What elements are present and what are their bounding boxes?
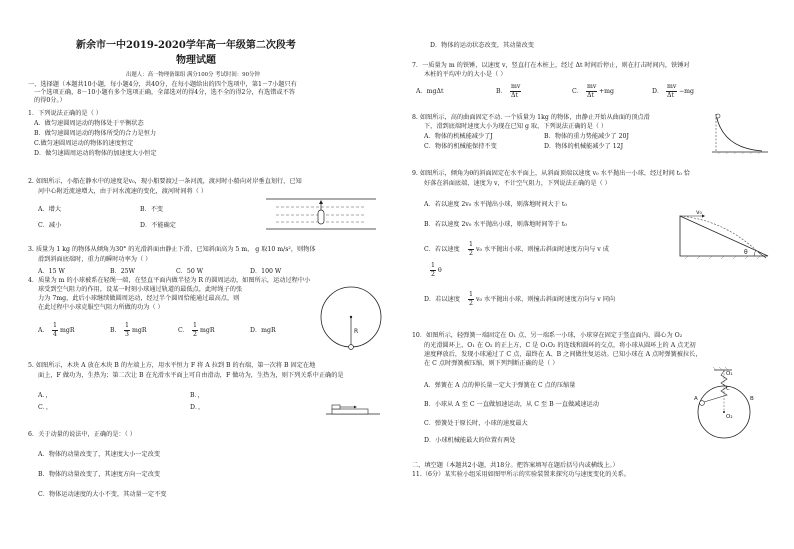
o1-label: O₁ bbox=[726, 371, 733, 377]
q7-c-den: Δt bbox=[587, 92, 594, 99]
q7-b-den: Δt bbox=[511, 92, 518, 99]
q2-option-d: D．不能确定 bbox=[140, 222, 176, 229]
q1-option-a: A．做匀速圆周运动的物体处于平衡状态 bbox=[34, 120, 144, 127]
q4-b-num: 1 bbox=[125, 322, 129, 329]
q8-option-b: B．物体的重力势能减少了 20J bbox=[544, 133, 629, 140]
q7-d-num: mv bbox=[667, 83, 677, 90]
q7-c-num: mv bbox=[587, 83, 597, 90]
section1-heading: 一、选择题（本题共10小题，每小题4分，共40分，在每小题给出的四个选项中，第1－7小题只有 bbox=[28, 81, 297, 88]
q2-line2: 河中心附近流速增大，由于河水流速的变化，渡河时间将（ ） bbox=[38, 188, 208, 195]
q1-option-d: D．做匀速圆周运动的物体的加速度大小恒定 bbox=[34, 150, 157, 157]
q5-line1: 5. 如图所示，木块 A 放在木块 B 的左端上方，用水平恒力 F 将 A 拉到 B 的右端，第一次将 B 固定在地 bbox=[28, 362, 316, 369]
q4-line4: 在此过程中小球克服空气阻力所做的功为（ ） bbox=[38, 304, 164, 311]
q6-option-b: B．物体的动量改变了，其速度方向一定改变 bbox=[38, 471, 161, 478]
q3-option-c: C．50 W bbox=[176, 268, 204, 275]
q9-line2: 好落在斜面底端，速度为 v，不计空气阻力，下列说法正确的是（ ） bbox=[424, 180, 611, 187]
q4-c-prefix: C． bbox=[178, 327, 189, 334]
point-b-label: B bbox=[750, 396, 754, 402]
q4-line3: 力为 7mg，此后小球继续做圆周运动，经过半个圆周恰能通过最高点，则 bbox=[38, 295, 240, 302]
q6-option-c: C．物体运动速度的大小不变，其动量一定不变 bbox=[38, 491, 167, 498]
q9-c-suffix: v₀ 水平抛出小球，则撞击斜面时速度方向与 v 成 bbox=[476, 246, 609, 253]
curved-slope-figure bbox=[712, 108, 768, 154]
exam-subtitle: 物理试题 bbox=[176, 55, 216, 66]
q3-line2: 滑到斜面底端时，重力的瞬时功率为（ ） bbox=[38, 256, 152, 263]
q3-option-b: B．25W bbox=[110, 268, 135, 275]
right-column bbox=[412, 0, 774, 549]
q4-a-suffix: mgR bbox=[60, 327, 75, 334]
q4-line2: 球受到空气阻力的作用，设某一时刻小球通过轨道的最低点，此时绳子的张 bbox=[38, 286, 243, 293]
q7-b-prefix: B． bbox=[496, 88, 507, 95]
q8-line1: 8. 如图所示，高的曲面固定不动. 一个质量为 1kg 的物体，由静止开始从曲面的顶点滑 bbox=[412, 114, 650, 121]
q9-d-num: 1 bbox=[469, 291, 473, 298]
q8-option-d: D．物体的机械能减少了 12J bbox=[544, 143, 624, 150]
q5-option-d: D．， bbox=[190, 404, 205, 411]
q9-c-den: 2 bbox=[469, 250, 473, 257]
q10-line2: 的光滑圆环上，O₁ 在 O₂ 的正上方，C 是 O₁O₂ 的连线和圆环的交点，将小球从圆环上的 A 点无初 bbox=[424, 342, 696, 349]
q9-d-suffix: v₀ 水平抛出小球，则撞击斜面时速度方向与 v 同向 bbox=[476, 296, 616, 303]
q5-option-c: C．， bbox=[38, 404, 53, 411]
q10-option-b: B．小球从 A 至 C 一直做加速运动，从 C 至 B 一直做减速运动 bbox=[424, 401, 599, 408]
q5-option-a: A．， bbox=[38, 392, 52, 399]
q9-c-val-num: 1 bbox=[431, 262, 435, 269]
q6-stem: 6．关于动量的说法中，正确的是：（ ） bbox=[28, 431, 136, 438]
q10-option-c: C．弹簧处于原长时，小球的速度最大 bbox=[424, 420, 528, 427]
q3-line1: 3. 质量为 1 kg 的物体从倾角为30° 的光滑斜面由静止下滑，已知斜面高为 5 m， g 取10 m/s²，则物体 bbox=[28, 246, 316, 253]
q4-a-num: 1 bbox=[53, 322, 57, 329]
q4-a-den: 4 bbox=[53, 331, 57, 338]
q9-c-prefix: C．若以速度 bbox=[424, 246, 460, 253]
q6-option-d: D．物体的运动状态改变，其动量改变 bbox=[430, 42, 534, 49]
q5-option-b: B．， bbox=[190, 392, 204, 399]
q4-b-suffix: mgR bbox=[132, 327, 147, 334]
spring-ring-figure bbox=[684, 366, 770, 440]
q4-option-d: D．mgR bbox=[250, 327, 276, 334]
q8-option-c: C．物体的机械能保持不变 bbox=[424, 143, 497, 150]
q10-option-a: A．弹簧在 A 点的伸长量一定大于弹簧在 C 点的压缩量 bbox=[424, 382, 576, 389]
q7-line1: 7．一质量为 m 的铁锤，以速度 v，竖直打在木桩上，经过 Δt 时间后停止，则在打击时间内，铁锤对 bbox=[412, 62, 690, 69]
q8-line2: 下，滑到底端时速度大小为现在已知 g 取，下列说法正确的是（ ） bbox=[424, 123, 608, 130]
q10-line4: 在 C 点时弹簧被压缩，则下列判断正确的是（ ） bbox=[424, 360, 559, 367]
exam-title: 新余市一中2019-2020学年高一年级第二次段考 bbox=[76, 40, 296, 51]
q3-option-d: D．100 W bbox=[250, 268, 282, 275]
q1-option-c: C.做匀速圆周运动的物体的速度恒定 bbox=[34, 140, 134, 147]
q9-line1: 9. 如图所示，倾角为θ的斜面固定在水平面上，从斜面顶端以速度 v₀ 水平抛出一小球，经过时间 t₀ 恰 bbox=[412, 170, 690, 177]
q7-b-num: mv bbox=[511, 83, 521, 90]
q9-c-val-suffix: θ bbox=[438, 267, 442, 274]
q4-a-prefix: A． bbox=[38, 327, 49, 334]
q7-c-suffix: +mg bbox=[599, 88, 615, 95]
q2-option-b: B．不变 bbox=[140, 206, 164, 213]
q1-option-b: B．做匀速圆周运动的物体所受的合力是恒力 bbox=[34, 130, 157, 137]
q4-b-prefix: B． bbox=[110, 327, 121, 334]
theta-label: θ bbox=[744, 249, 748, 256]
river-boat-figure bbox=[266, 196, 378, 232]
q4-c-suffix: mgR bbox=[200, 327, 215, 334]
section2-heading: 二、填空题（本题共2小题，共18分。把答案填写在题后括号内或横线上。） bbox=[412, 462, 619, 469]
q7-d-prefix: D． bbox=[652, 88, 664, 95]
q5-line2: 面上，F 做功为，生热为；第二次让 B 在光滑水平面上可自由滑动，F 做功为，生热为，则下列关系中正确的是 bbox=[38, 372, 344, 379]
section1-line2: 一个选项正确，8－10小题有多个选项正确，全部选对的得4分，选不全的得2分，有选错或不答 bbox=[34, 89, 295, 96]
point-a-label: A bbox=[694, 396, 698, 402]
q4-line1: 4．质量为 m 的小球被系在轻绳一端，在竖直平面内做半径为 R 的圆周运动，如图所示，运动过程中小 bbox=[28, 277, 311, 284]
exam-meta: 出题人：高一物理备课组 满分100分 考试时间：90分钟 bbox=[126, 72, 260, 78]
q10-line3: 速度释放后，发现小球通过了 C 点，最终在 A、B 之间做往复运动。已知小球在 A 点时弹簧被拉长， bbox=[424, 351, 702, 358]
point-c-label: C bbox=[726, 386, 730, 392]
left-column bbox=[28, 0, 390, 549]
q9-d-den: 2 bbox=[469, 300, 473, 307]
q7-line2: 木桩的平均冲力的大小是（ ） bbox=[424, 71, 507, 78]
q9-option-a: A．若以速度 2v₀ 水平抛出小球，则落地时间大于 t₀ bbox=[424, 201, 567, 208]
vertical-circle-figure bbox=[318, 282, 384, 352]
q2-option-a: A．增大 bbox=[38, 206, 62, 213]
q2-option-c: C．减小 bbox=[38, 222, 62, 229]
q11-text: 11.（6分）某实验小组采用如图甲所示的实验装置来探究功与速度变化的关系。 bbox=[412, 471, 630, 478]
q7-c-prefix: C． bbox=[572, 88, 583, 95]
q6-option-a: A．物体的动量改变了，其速度大小一定改变 bbox=[38, 451, 161, 458]
q4-c-den: 2 bbox=[193, 331, 197, 338]
q1-stem: 1．下列说法正确的是（ ） bbox=[28, 110, 102, 117]
q10-option-d: D．小球机械能最大的位置有两处 bbox=[424, 437, 516, 444]
q8-option-a: A．物体的机械能减少了J bbox=[424, 133, 493, 140]
blocks-figure bbox=[326, 400, 380, 416]
q9-c-val-den: 2 bbox=[431, 271, 435, 278]
q2-line1: 2. 如图所示，小船在静水中的速度是v₀，现小船要渡过一条河流，渡河时小船向对岸垂直划行，已知 bbox=[28, 178, 302, 185]
q7-d-suffix: −mg bbox=[679, 88, 695, 95]
v0-label: v₀ bbox=[696, 209, 702, 216]
q4-c-num: 1 bbox=[193, 322, 197, 329]
incline-projectile-figure bbox=[674, 206, 770, 260]
q9-d-prefix: D．若以速度 bbox=[424, 296, 460, 303]
q9-option-b: B．若以速度 2v₀ 水平抛出小球，则落地时间等于 t₀ bbox=[424, 221, 567, 228]
q9-c-num: 1 bbox=[469, 241, 473, 248]
o2-label: O₂ bbox=[726, 414, 733, 420]
q7-option-a: A．mgΔt bbox=[416, 88, 444, 95]
q10-line1: 10．如图所示，轻弹簧一端固定在 O₁ 点，另一端系一小球，小球穿在固定于竖直面内、圆心为 O₂ bbox=[412, 332, 683, 339]
section1-line3: 的得0分。） bbox=[34, 97, 66, 104]
circle-radius-label: R bbox=[354, 328, 359, 335]
q3-option-a: A．15 W bbox=[38, 268, 65, 275]
q4-b-den: 3 bbox=[125, 331, 129, 338]
q7-d-den: Δt bbox=[667, 92, 674, 99]
